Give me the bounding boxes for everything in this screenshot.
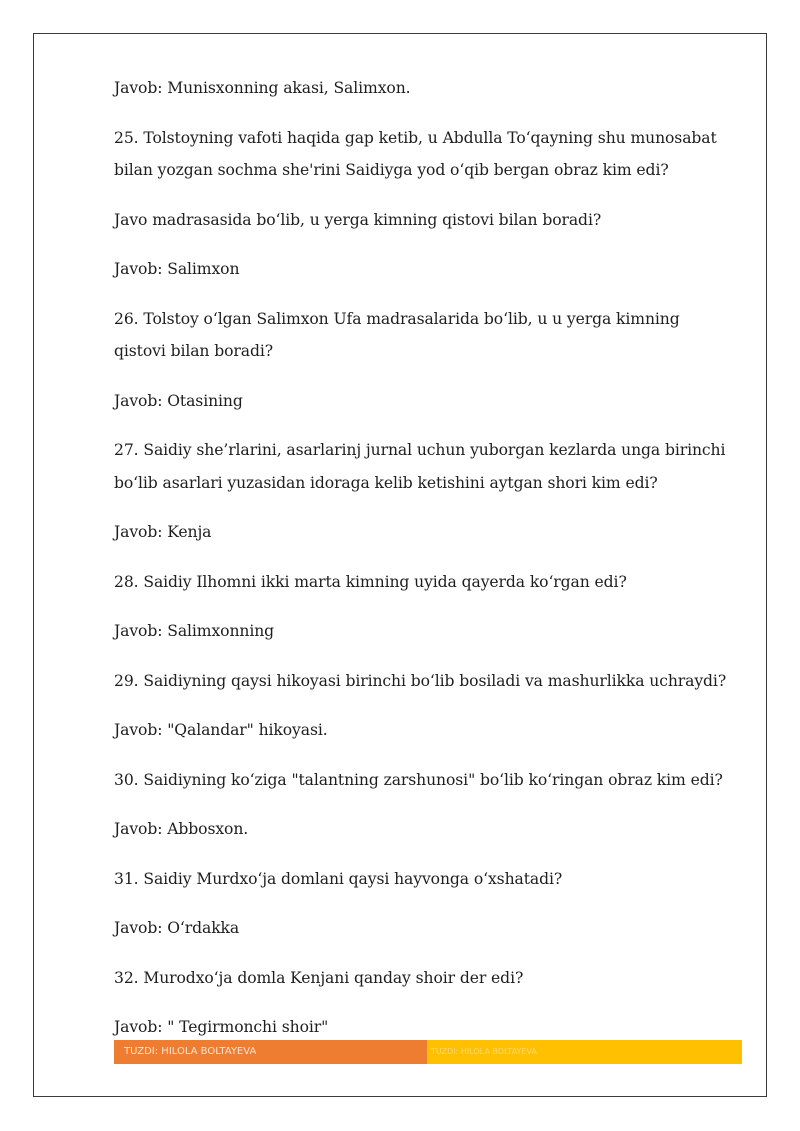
answer-paragraph: Javob: Otasining [114, 391, 243, 410]
question-paragraph: 30. Saidiyning koʻziga "talantning zarshunosi" boʻlib koʻringan obraz kim edi? [114, 770, 723, 789]
question-paragraph: 28. Saidiy Ilhomni ikki marta kimning uyida qayerda koʻrgan edi? [114, 572, 627, 591]
question-paragraph: 25. Tolstoyning vafoti haqida gap ketib, u Abdulla Toʻqayning shu munosabat bilan yozgan sochma she'rini Saidiyga yod oʻqib bergan obraz kim edi? [114, 128, 717, 179]
question-paragraph: 26. Tolstoy oʻlgan Salimxon Ufa madrasalarida boʻlib, u u yerga kimning qistovi bilan boradi? [114, 309, 680, 360]
answer-paragraph: Javob: Munisxonning akasi, Salimxon. [114, 79, 411, 97]
document-body [114, 72, 734, 1061]
answer-paragraph: Javob: Kenja [114, 523, 212, 541]
footer-author-right: TUZDI: HILOLA BOLTAYEVA [427, 1040, 742, 1064]
answer-paragraph: Javob: Salimxonning [114, 622, 275, 640]
question-paragraph: 27. Saidiy she’rlarini, asarlarinj jurnal uchun yuborgan kezlarda unga birinchi boʻlib asarlari yuzasidan idoraga kelib ketishini aytgan shori kim edi? [114, 441, 726, 492]
question-paragraph: 29. Saidiyning qaysi hikoyasi birinchi boʻlib bosiladi va mashurlikka uchraydi? [114, 671, 727, 690]
answer-paragraph: Javob: " Tegirmonchi shoir" [114, 1018, 329, 1036]
answer-paragraph: Javob: "Qalandar" hikoyasi. [114, 721, 328, 739]
footer-author-left: TUZDI: HILOLA BOLTAYEVA [114, 1040, 427, 1064]
question-paragraph: 31. Saidiy Murdxoʻja domlani qaysi hayvonga oʻxshatadi? [114, 869, 563, 888]
question-paragraph: 32. Murodxoʻja domla Kenjani qanday shoir der edi? [114, 968, 524, 987]
answer-paragraph: Javob: Oʻrdakka [114, 919, 240, 937]
answer-paragraph: Javo madrasasida boʻlib, u yerga kimning qistovi bilan boradi? [114, 210, 602, 229]
page-footer [114, 1040, 742, 1064]
answer-paragraph: Javob: Salimxon [114, 260, 240, 278]
answer-paragraph: Javob: Abbosxon. [114, 820, 249, 838]
